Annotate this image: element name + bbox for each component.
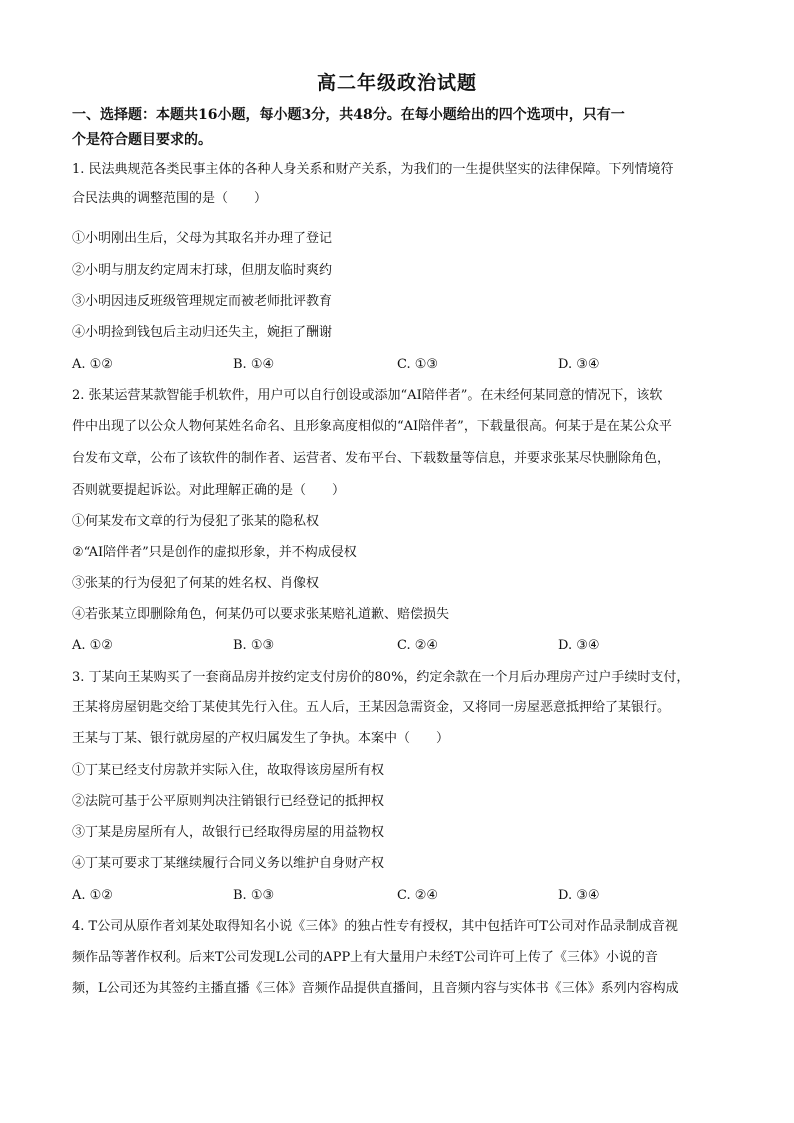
option-d: D. ③④: [558, 638, 600, 653]
option-c: C. ②④: [397, 638, 439, 653]
question-stem-line: 频，L公司还为其签约主播直播《三体》音频作品提供直播间，且音频内容与实体书《三体》系列内容构成: [72, 981, 679, 996]
statement-item: ③丁某是房屋所有人，故银行已经取得房屋的用益物权: [72, 825, 385, 840]
question-stem-line: 台发布文章，公布了该软件的制作者、运营者、发布平台、下载数量等信息，并要求张某尽快删除角色，: [72, 451, 671, 466]
statement-item: ④若张某立即删除角色，何某仍可以要求张某赔礼道歉、赔偿损失: [72, 607, 450, 622]
question-stem-line: 3. 丁某向王某购买了一套商品房并按约定支付房价的80%，约定余款在一个月后办理房产过户手续时支付，: [72, 670, 690, 685]
option-a: A. ①②: [72, 638, 113, 653]
section-heading-line: 一、选择题：本题共16小题，每小题3分，共48分。在每小题给出的四个选项中，只有一: [72, 107, 625, 123]
statement-item: ②“AI陪伴者”只是创作的虚拟形象，并不构成侵权: [72, 545, 357, 560]
statement-item: ②法院可基于公平原则判决注销银行已经登记的抵押权: [72, 794, 385, 809]
statement-item: ②小明与朋友约定周末打球，但朋友临时爽约: [72, 263, 333, 278]
statement-item: ④丁某可要求丁某继续履行合同义务以维护自身财产权: [72, 856, 385, 871]
statement-item: ③小明因违反班级管理规定而被老师批评教育: [72, 294, 333, 309]
option-a: A. ①②: [72, 888, 113, 903]
statement-item: ①丁某已经支付房款并实际入住，故取得该房屋所有权: [72, 763, 385, 778]
question-stem-line: 合民法典的调整范围的是（ ）: [72, 191, 268, 206]
question-stem-line: 件中出现了以公众人物何某姓名命名、且形象高度相似的“AI陪伴者”，下载量很高。何某于是在某公众平: [72, 419, 672, 434]
option-a: A. ①②: [72, 357, 113, 372]
option-b: B. ①③: [233, 888, 275, 903]
statement-item: ①何某发布文章的行为侵犯了张某的隐私权: [72, 514, 320, 529]
option-b: B. ①③: [233, 638, 275, 653]
question-stem-line: 王某与丁某、银行就房屋的产权归属发生了争执。本案中（ ）: [72, 731, 450, 746]
statement-item: ①小明刚出生后，父母为其取名并办理了登记: [72, 231, 333, 246]
section-heading-line: 个是符合题目要求的。: [72, 132, 212, 148]
question-stem-line: 4. T公司从原作者刘某处取得知名小说《三体》的独占性专有授权，其中包括许可T公司对作品录制成音视: [72, 919, 678, 934]
question-stem-line: 1. 民法典规范各类民事主体的各种人身关系和财产关系，为我们的一生提供坚实的法律保障。下列情境符: [72, 162, 674, 177]
question-stem-line: 频作品等著作权利。后来T公司发现L公司的APP上有大量用户未经T公司许可上传了《三体》小说的音: [72, 950, 658, 965]
question-stem-line: 王某将房屋钥匙交给丁某使其先行入住。五人后，王某因急需资金，又将同一房屋恶意抵押给了某银行。: [72, 700, 671, 715]
question-stem-line: 否则就要提起诉讼。对此理解正确的是（ ）: [72, 483, 346, 498]
option-d: D. ③④: [558, 357, 600, 372]
page-title: 高二年级政治试题: [316, 72, 477, 94]
question-stem-line: 2. 张某运营某款智能手机软件，用户可以自行创设或添加“AI陪伴者”。在未经何某同意的情况下，该软: [72, 388, 663, 403]
option-c: C. ②④: [397, 888, 439, 903]
statement-item: ④小明捡到钱包后主动归还失主，婉拒了酬谢: [72, 325, 333, 340]
statement-item: ③张某的行为侵犯了何某的姓名权、肖像权: [72, 576, 320, 591]
section-heading: [72, 103, 732, 153]
option-d: D. ③④: [558, 888, 600, 903]
option-b: B. ①④: [233, 357, 275, 372]
option-c: C. ①③: [397, 357, 439, 372]
